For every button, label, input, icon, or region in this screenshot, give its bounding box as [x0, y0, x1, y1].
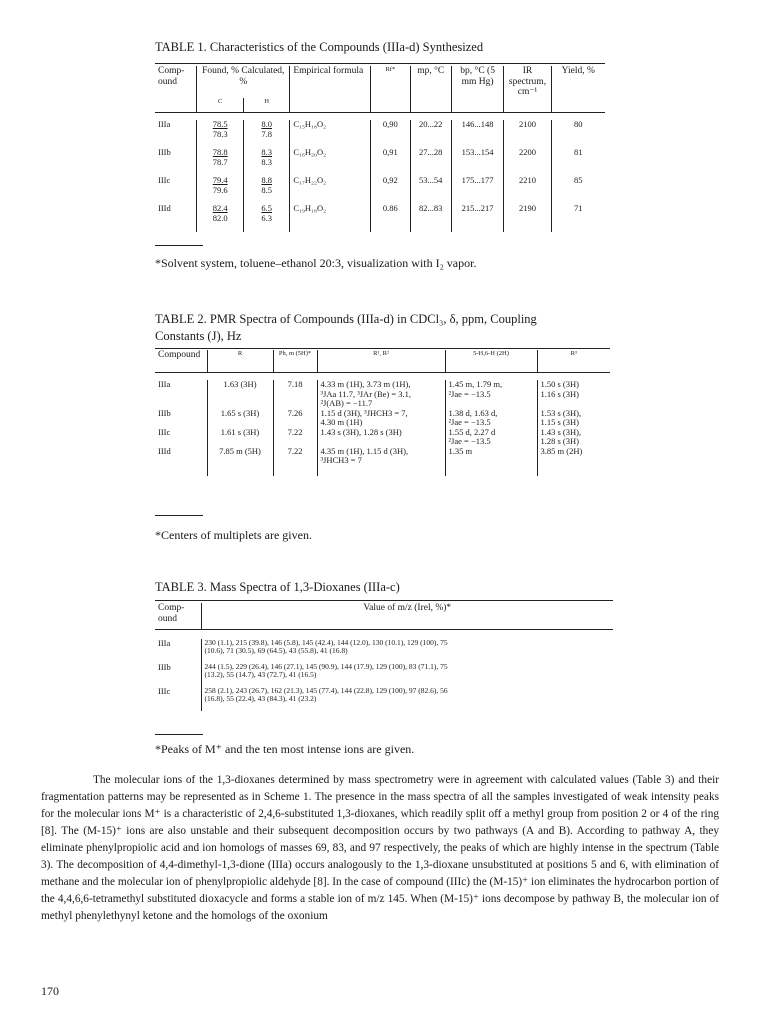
- t2-r3-line: 1.43 s (3H),: [540, 426, 582, 437]
- t1-ir: 2100: [504, 120, 551, 148]
- t2-h56-line: ²Jae = −13.5: [448, 417, 491, 428]
- table2-caption-line1: TABLE 2. PMR Spectra of Compounds (IIIa-d) in CDCl₃, δ, ppm, Coupling: [155, 312, 537, 326]
- table1-top-rule: [155, 63, 605, 64]
- table2-footnote: *Centers of multiplets are given.: [155, 528, 312, 542]
- t1-formula: C₁₆H₂₀O₂: [290, 148, 371, 176]
- t2-r1r2-line: 4.33 m (1H), 3.73 m (1H),: [320, 379, 411, 389]
- t2-r3-line: 1.16 s (3H): [540, 388, 579, 399]
- t1-mp: 27...28: [410, 148, 451, 176]
- table3-top-rule: [155, 600, 613, 601]
- table2: [155, 350, 610, 476]
- t1-h-ir: IR spectrum, cm⁻¹: [504, 66, 551, 98]
- t1-yield: 80: [551, 120, 605, 148]
- t1-formula: C₁₉H₁₈O₂: [290, 204, 371, 232]
- t3-values-line: 230 (1.1), 215 (39.8), 146 (5.8), 145 (42.4), 144 (12.0), 130 (10.1), 129 (100), 75: [204, 638, 448, 647]
- t1-h-mp: mp, °C: [410, 66, 451, 98]
- t1-mp: 53...54: [410, 176, 451, 204]
- t1-h-found: 8.3: [261, 147, 273, 157]
- t2-r1r2-line: ³JHCH3 = 7: [320, 455, 362, 466]
- t1-h-h: H: [244, 98, 290, 112]
- t2-r1r2-line: ²J(AB) = −11.7: [320, 398, 373, 409]
- t1-compound: IIIc: [158, 175, 171, 185]
- t1-bp: 153...154: [451, 148, 504, 176]
- t2-r1r2-line: 1.15 d (3H), ³JHCH3 = 7,: [320, 407, 408, 418]
- t3-values-line: (16.8), 55 (22.4), 43 (84.3), 41 (23.2): [204, 694, 317, 704]
- t2-r3-line: 3.85 m (2H): [540, 445, 583, 456]
- t1-c-found: 78.5: [212, 119, 228, 129]
- t1-formula: C₁₅H₁₈O₂: [290, 120, 371, 148]
- t1-compound: IIIa: [158, 119, 171, 129]
- t2-r1r2-line: 1.43 s (3H), 1.28 s (3H): [320, 426, 402, 437]
- t2-h-ph: Ph, m (5H)*: [273, 350, 317, 372]
- t2-h56-line: 1.55 d, 2.27 d: [448, 426, 496, 437]
- table2-caption-line2: Constants (J), Hz: [155, 329, 242, 343]
- t3-compound: IIIc: [158, 686, 171, 696]
- t1-formula: C₁₇H₂₂O₂: [290, 176, 371, 204]
- t1-h-compound: Comp- ound: [158, 66, 185, 87]
- t1-h-calc: 8.3: [261, 156, 273, 167]
- t1-c-found: 79.4: [212, 175, 228, 185]
- t2-r3-line: 1.15 s (3H): [540, 417, 579, 428]
- t2-h56-line: ²Jae = −13.5: [448, 436, 491, 447]
- t1-row: [155, 204, 605, 232]
- t1-row: [155, 148, 605, 176]
- t2-h56-line: 1.35 m: [448, 445, 473, 456]
- t2-h56-line: 1.38 d, 1.63 d,: [448, 407, 498, 418]
- t3-row: [155, 639, 613, 663]
- t2-row: [155, 428, 610, 447]
- t2-r: 1.65 s (3H): [207, 409, 273, 428]
- t1-row: [155, 120, 605, 148]
- table2-top-rule: [155, 348, 610, 349]
- t1-h-c: C: [197, 98, 244, 112]
- t1-rf: 0,90: [371, 120, 411, 148]
- table1: [155, 66, 605, 232]
- t1-ir: 2210: [504, 176, 551, 204]
- t2-r: 1.63 (3H): [207, 380, 273, 409]
- t2-compound: IIIb: [158, 407, 171, 418]
- t2-r: 7.85 m (5H): [207, 447, 273, 466]
- t3-values-line: 258 (2.1), 243 (26.7), 162 (21.3), 145 (77.4), 144 (22.8), 129 (100), 97 (82.6), 56: [204, 686, 448, 695]
- t3-values-line: 244 (1.5), 229 (26.4), 146 (27.1), 145 (90.9), 144 (17.9), 129 (100), 83 (71.1), 75: [204, 662, 448, 671]
- table1-footnote: *Solvent system, toluene–ethanol 20:3, visualization with I₂ vapor.: [155, 256, 477, 270]
- t1-compound: IIId: [158, 203, 171, 213]
- t1-h-yield: Yield, %: [551, 66, 605, 98]
- t3-row: [155, 663, 613, 687]
- t2-h56-line: ²Jae = −13.5: [448, 388, 491, 399]
- t1-row: [155, 176, 605, 204]
- t2-h-h56: 5-H,6-H (2H): [445, 350, 537, 372]
- t2-r1r2-line: 4.35 m (1H), 1.15 d (3H),: [320, 445, 409, 456]
- t2-ph: 7.22: [273, 447, 317, 466]
- t2-h56-line: 1.45 m, 1.79 m,: [448, 379, 503, 389]
- table3-footnote-rule: [155, 734, 203, 735]
- t1-c-found: 82.4: [212, 203, 228, 213]
- t2-r: 1.61 s (3H): [207, 428, 273, 447]
- t1-c-calc: 78.7: [212, 156, 228, 167]
- table3-footnote: *Peaks of M⁺ and the ten most intense ions are given.: [155, 742, 415, 756]
- t2-ph: 7.22: [273, 428, 317, 447]
- t1-yield: 71: [551, 204, 605, 232]
- t1-h-found: 6.5: [261, 203, 273, 213]
- t2-compound: IIIc: [158, 426, 171, 437]
- t2-row: [155, 409, 610, 428]
- t1-bp: 175...177: [451, 176, 504, 204]
- t2-row: [155, 380, 610, 409]
- t2-row: [155, 447, 610, 466]
- t2-compound: IIId: [158, 445, 171, 456]
- t3-h-compound: Comp- ound: [158, 603, 185, 624]
- t2-r1r2-line: ³JAa 11.7, ³JAr (Be) = 3.1,: [320, 388, 412, 399]
- t1-rf: 0,91: [371, 148, 411, 176]
- t1-compound: IIIb: [158, 147, 171, 157]
- t1-mp: 20...22: [410, 120, 451, 148]
- t1-rf: 0,92: [371, 176, 411, 204]
- t1-h-bp: bp, °C (5 mm Hg): [451, 66, 504, 98]
- table3: [155, 603, 613, 711]
- t2-h-r3: R³: [537, 350, 610, 372]
- t2-h-r1r2: R¹, R²: [317, 350, 445, 372]
- t1-c-found: 78.8: [212, 147, 228, 157]
- t1-h-calc: 6.3: [261, 212, 273, 223]
- body-paragraph: [41, 772, 719, 925]
- t3-h-value: Value of m/z (Irel, %)*: [201, 603, 613, 629]
- t1-h-calc: 8.5: [261, 184, 273, 195]
- t1-c-calc: 82.0: [212, 212, 228, 223]
- t3-row: [155, 687, 613, 711]
- t3-compound: IIIb: [158, 662, 171, 672]
- t1-h-found: 8.8: [261, 175, 273, 185]
- t3-values-line: (10.6), 71 (30.5), 69 (64.5), 43 (55.8), 41 (16.8): [204, 646, 348, 656]
- t1-c-calc: 78.3: [212, 128, 228, 139]
- t1-ir: 2190: [504, 204, 551, 232]
- t1-bp: 146...148: [451, 120, 504, 148]
- table2-footnote-rule: [155, 515, 203, 516]
- t1-yield: 81: [551, 148, 605, 176]
- table1-caption: TABLE 1. Characteristics of the Compounds (IIIa-d) Synthesized: [155, 40, 484, 54]
- table1-footnote-rule: [155, 245, 203, 246]
- t2-r3-line: 1.53 s (3H),: [540, 407, 582, 418]
- t1-h-found: Found, % Calculated, %: [197, 66, 290, 98]
- page-number: 170: [41, 984, 59, 998]
- t1-c-calc: 79.6: [212, 184, 228, 195]
- t1-h-found: 8.0: [261, 119, 273, 129]
- t2-r3-line: 1.28 s (3H): [540, 436, 579, 447]
- t1-bp: 215...217: [451, 204, 504, 232]
- t2-r3-line: 1.50 s (3H): [540, 379, 579, 389]
- t3-compound: IIIa: [158, 638, 171, 648]
- t1-mp: 82...83: [410, 204, 451, 232]
- t2-h-r: R: [207, 350, 273, 372]
- t3-values-line: (13.2), 55 (14.7), 43 (72.7), 41 (16.5): [204, 670, 317, 680]
- t2-ph: 7.26: [273, 409, 317, 428]
- t2-h-compound: Compound: [158, 350, 201, 360]
- t1-yield: 85: [551, 176, 605, 204]
- t2-r1r2-line: 4.30 m (1H): [320, 417, 363, 428]
- t1-h-calc: 7.8: [261, 128, 273, 139]
- table3-caption: TABLE 3. Mass Spectra of 1,3-Dioxanes (IIIa-c): [155, 580, 400, 594]
- t1-h-formula: Empirical formula: [290, 66, 371, 98]
- t2-compound: IIIa: [158, 379, 171, 389]
- t1-rf: 0.86: [371, 204, 411, 232]
- t1-ir: 2200: [504, 148, 551, 176]
- t2-ph: 7.18: [273, 380, 317, 409]
- body-text: The molecular ions of the 1,3-dioxanes determined by mass spectrometry were in agreement with calculated values (Table 3) and their fragmentation patterns may be represented as in Scheme 1. The presence in the mass spectra of all the samples investigated of weak intensity peaks for the molecular ions M⁺ is a characteristic of 2,4,6-substituted 1,3-dioxanes, which readily split off a methyl group from position 2 or 4 of the ring [8]. The (M-15)⁺ ions are also unstable and their subsequent decomposition occurs by two pathways (A and B). According to pathway A, they eliminate phenylpropiolic acid and ion homologs of masses 69, 83, and 97 respectively, the peaks of which are highly intense in the spectrum (Table 3). The decomposition of 4,4-dimethyl-1,3-dione (IIIa) occurs analogously to the 1,3-dioxane unsubstituted at positions 5 and 6, with elimination of methane and the molecular ion of phenylpropiolic aldehyde [8]. In the case of compound (IIIc) the (M-15)⁺ ion eliminates the hydrocarbon portion of the 4,4,6,6-tetramethyl substituted dioxacycle and forms a stable ion of m/z 145. When (M-15)⁺ ions decompose by pathway B, the molecular ion of methyl phenylethynyl ketone and the homologs of the oxonium: [41, 774, 719, 922]
- t1-h-rf: Rf*: [371, 66, 411, 98]
